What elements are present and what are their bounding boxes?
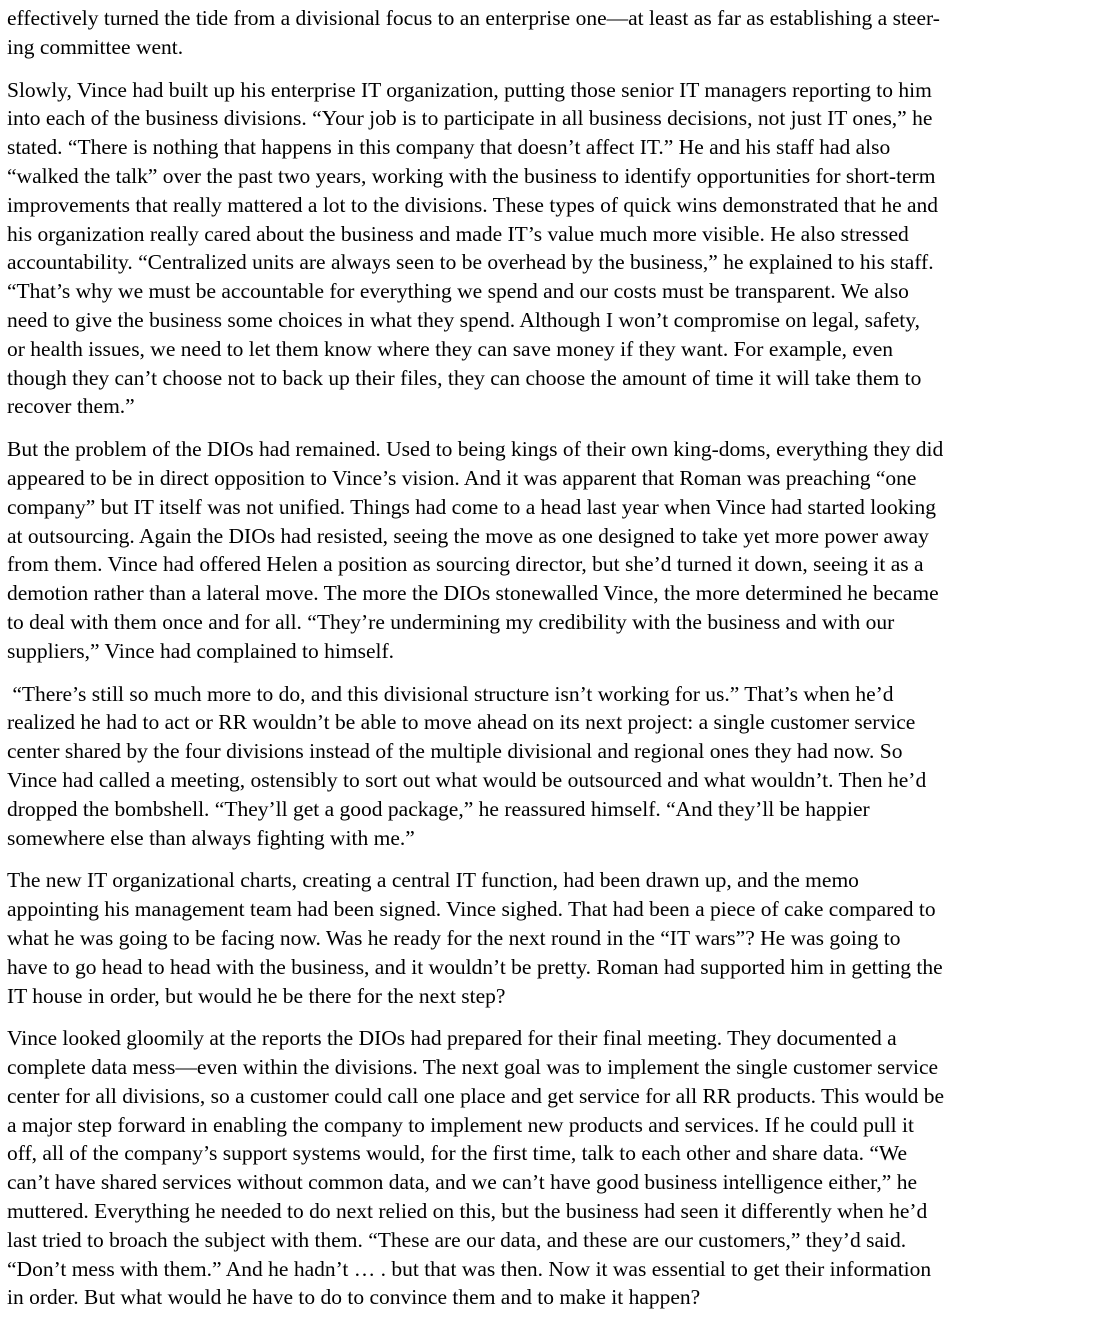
text-line: stated. “There is nothing that happens in this company that doesn’t affect IT.” He and his staff had also bbox=[7, 135, 891, 160]
text-line: Vince had called a meeting, ostensibly to sort out what would be outsourced and what wouldn’t. Then he’d bbox=[7, 767, 927, 792]
text-line: Slowly, Vince had built up his enterprise IT organization, putting those senior IT managers reporting to him bbox=[7, 77, 932, 102]
text-line: though they can’t choose not to back up their files, they can choose the amount of time it will take them to bbox=[7, 365, 922, 390]
text-line: recover them.” bbox=[7, 394, 135, 419]
text-line: into each of the business divisions. “Your job is to participate in all business decisions, not just IT ones,” he bbox=[7, 106, 933, 131]
paragraph bbox=[7, 680, 1102, 853]
text-line: The new IT organizational charts, creating a central IT function, had been drawn up, and the memo bbox=[7, 868, 859, 893]
text-line: a major step forward in enabling the company to implement new products and services. If he could pull it bbox=[7, 1112, 914, 1137]
text-line: appeared to be in direct opposition to Vince’s vision. And it was apparent that Roman was preaching “one bbox=[7, 465, 917, 490]
text-line: suppliers,” Vince had complained to himself. bbox=[7, 638, 395, 663]
text-line: to deal with them once and for all. “They’re undermining my credibility with the business and with our bbox=[7, 609, 895, 634]
text-line: have to go head to head with the business, and it wouldn’t be pretty. Roman had supported him in getting the bbox=[7, 954, 943, 979]
text-line: accountability. “Centralized units are always seen to be overhead by the business,” he explained to his staff. bbox=[7, 250, 934, 275]
text-line: off, all of the company’s support systems would, for the first time, talk to each other and share data. “We bbox=[7, 1141, 908, 1166]
text-line: Vince looked gloomily at the reports the DIOs had prepared for their final meeting. They documented a bbox=[7, 1026, 897, 1051]
text-line: muttered. Everything he needed to do next relied on this, but the business had seen it differently when he’d bbox=[7, 1199, 928, 1224]
text-line: company” but IT itself was not unified. Things had come to a head last year when Vince had started looking bbox=[7, 494, 936, 519]
text-line: center for all divisions, so a customer could call one place and get service for all RR products. This would be bbox=[7, 1083, 944, 1108]
text-line: or health issues, we need to let them know where they can save money if they want. For example, even bbox=[7, 336, 894, 361]
paragraph bbox=[7, 435, 1102, 665]
text-line: demotion rather than a lateral move. The more the DIOs stonewalled Vince, the more determined he became bbox=[7, 581, 939, 606]
text-line: “Don’t mess with them.” And he hadn’t … . but that was then. Now it was essential to get their information bbox=[7, 1256, 932, 1281]
paragraph bbox=[7, 1024, 1102, 1312]
text-line: at outsourcing. Again the DIOs had resisted, seeing the move as one designed to take yet more power away bbox=[7, 523, 929, 548]
text-line: complete data mess—even within the divisions. The next goal was to implement the single customer service bbox=[7, 1055, 939, 1080]
text-line: dropped the bombshell. “They’ll get a good package,” he reassured himself. “And they’ll be happier bbox=[7, 796, 870, 821]
text-line: can’t have shared services without common data, and we can’t have good business intelligence either,” he bbox=[7, 1170, 917, 1195]
text-line: last tried to broach the subject with them. “These are our data, and these are our customers,” they’d said. bbox=[7, 1227, 907, 1252]
text-line: from them. Vince had offered Helen a position as sourcing director, but she’d turned it down, seeing it as a bbox=[7, 552, 924, 577]
text-line: “There’s still so much more to do, and this divisional structure isn’t working for us.” That’s when he’d bbox=[7, 681, 894, 706]
text-line: need to give the business some choices in what they spend. Although I won’t compromise on legal, safety, bbox=[7, 307, 920, 332]
text-line: ing committee went. bbox=[7, 34, 184, 59]
text-line: “That’s why we must be accountable for everything we spend and our costs must be transparent. We also bbox=[7, 279, 909, 304]
paragraph bbox=[7, 4, 1102, 62]
text-line: IT house in order, but would he be there for the next step? bbox=[7, 983, 506, 1008]
text-line: what he was going to be facing now. Was he ready for the next round in the “IT wars”? He was going to bbox=[7, 925, 901, 950]
text-line: effectively turned the tide from a divisional focus to an enterprise one—at least as far as establishing a steer- bbox=[7, 6, 940, 30]
text-line: realized he had to act or RR wouldn’t be able to move ahead on its next project: a single customer service bbox=[7, 710, 916, 735]
text-line: “walked the talk” over the past two years, working with the business to identify opportunities for short-term bbox=[7, 163, 936, 188]
text-line: improvements that really mattered a lot to the divisions. These types of quick wins demonstrated that he and bbox=[7, 192, 939, 217]
text-line: his organization really cared about the business and made IT’s value much more visible. He also stressed bbox=[7, 221, 909, 246]
text-line: center shared by the four divisions instead of the multiple divisional and regional ones they had now. So bbox=[7, 739, 903, 764]
paragraph bbox=[7, 866, 1102, 1010]
paragraph bbox=[7, 76, 1102, 422]
text-line: in order. But what would he have to do to convince them and to make it happen? bbox=[7, 1285, 701, 1310]
text-line: somewhere else than always fighting with me.” bbox=[7, 825, 415, 850]
text-line: But the problem of the DIOs had remained. Used to being kings of their own king-doms, everything they did bbox=[7, 437, 944, 462]
text-line: appointing his management team had been signed. Vince sighed. That had been a piece of cake compared to bbox=[7, 897, 936, 922]
